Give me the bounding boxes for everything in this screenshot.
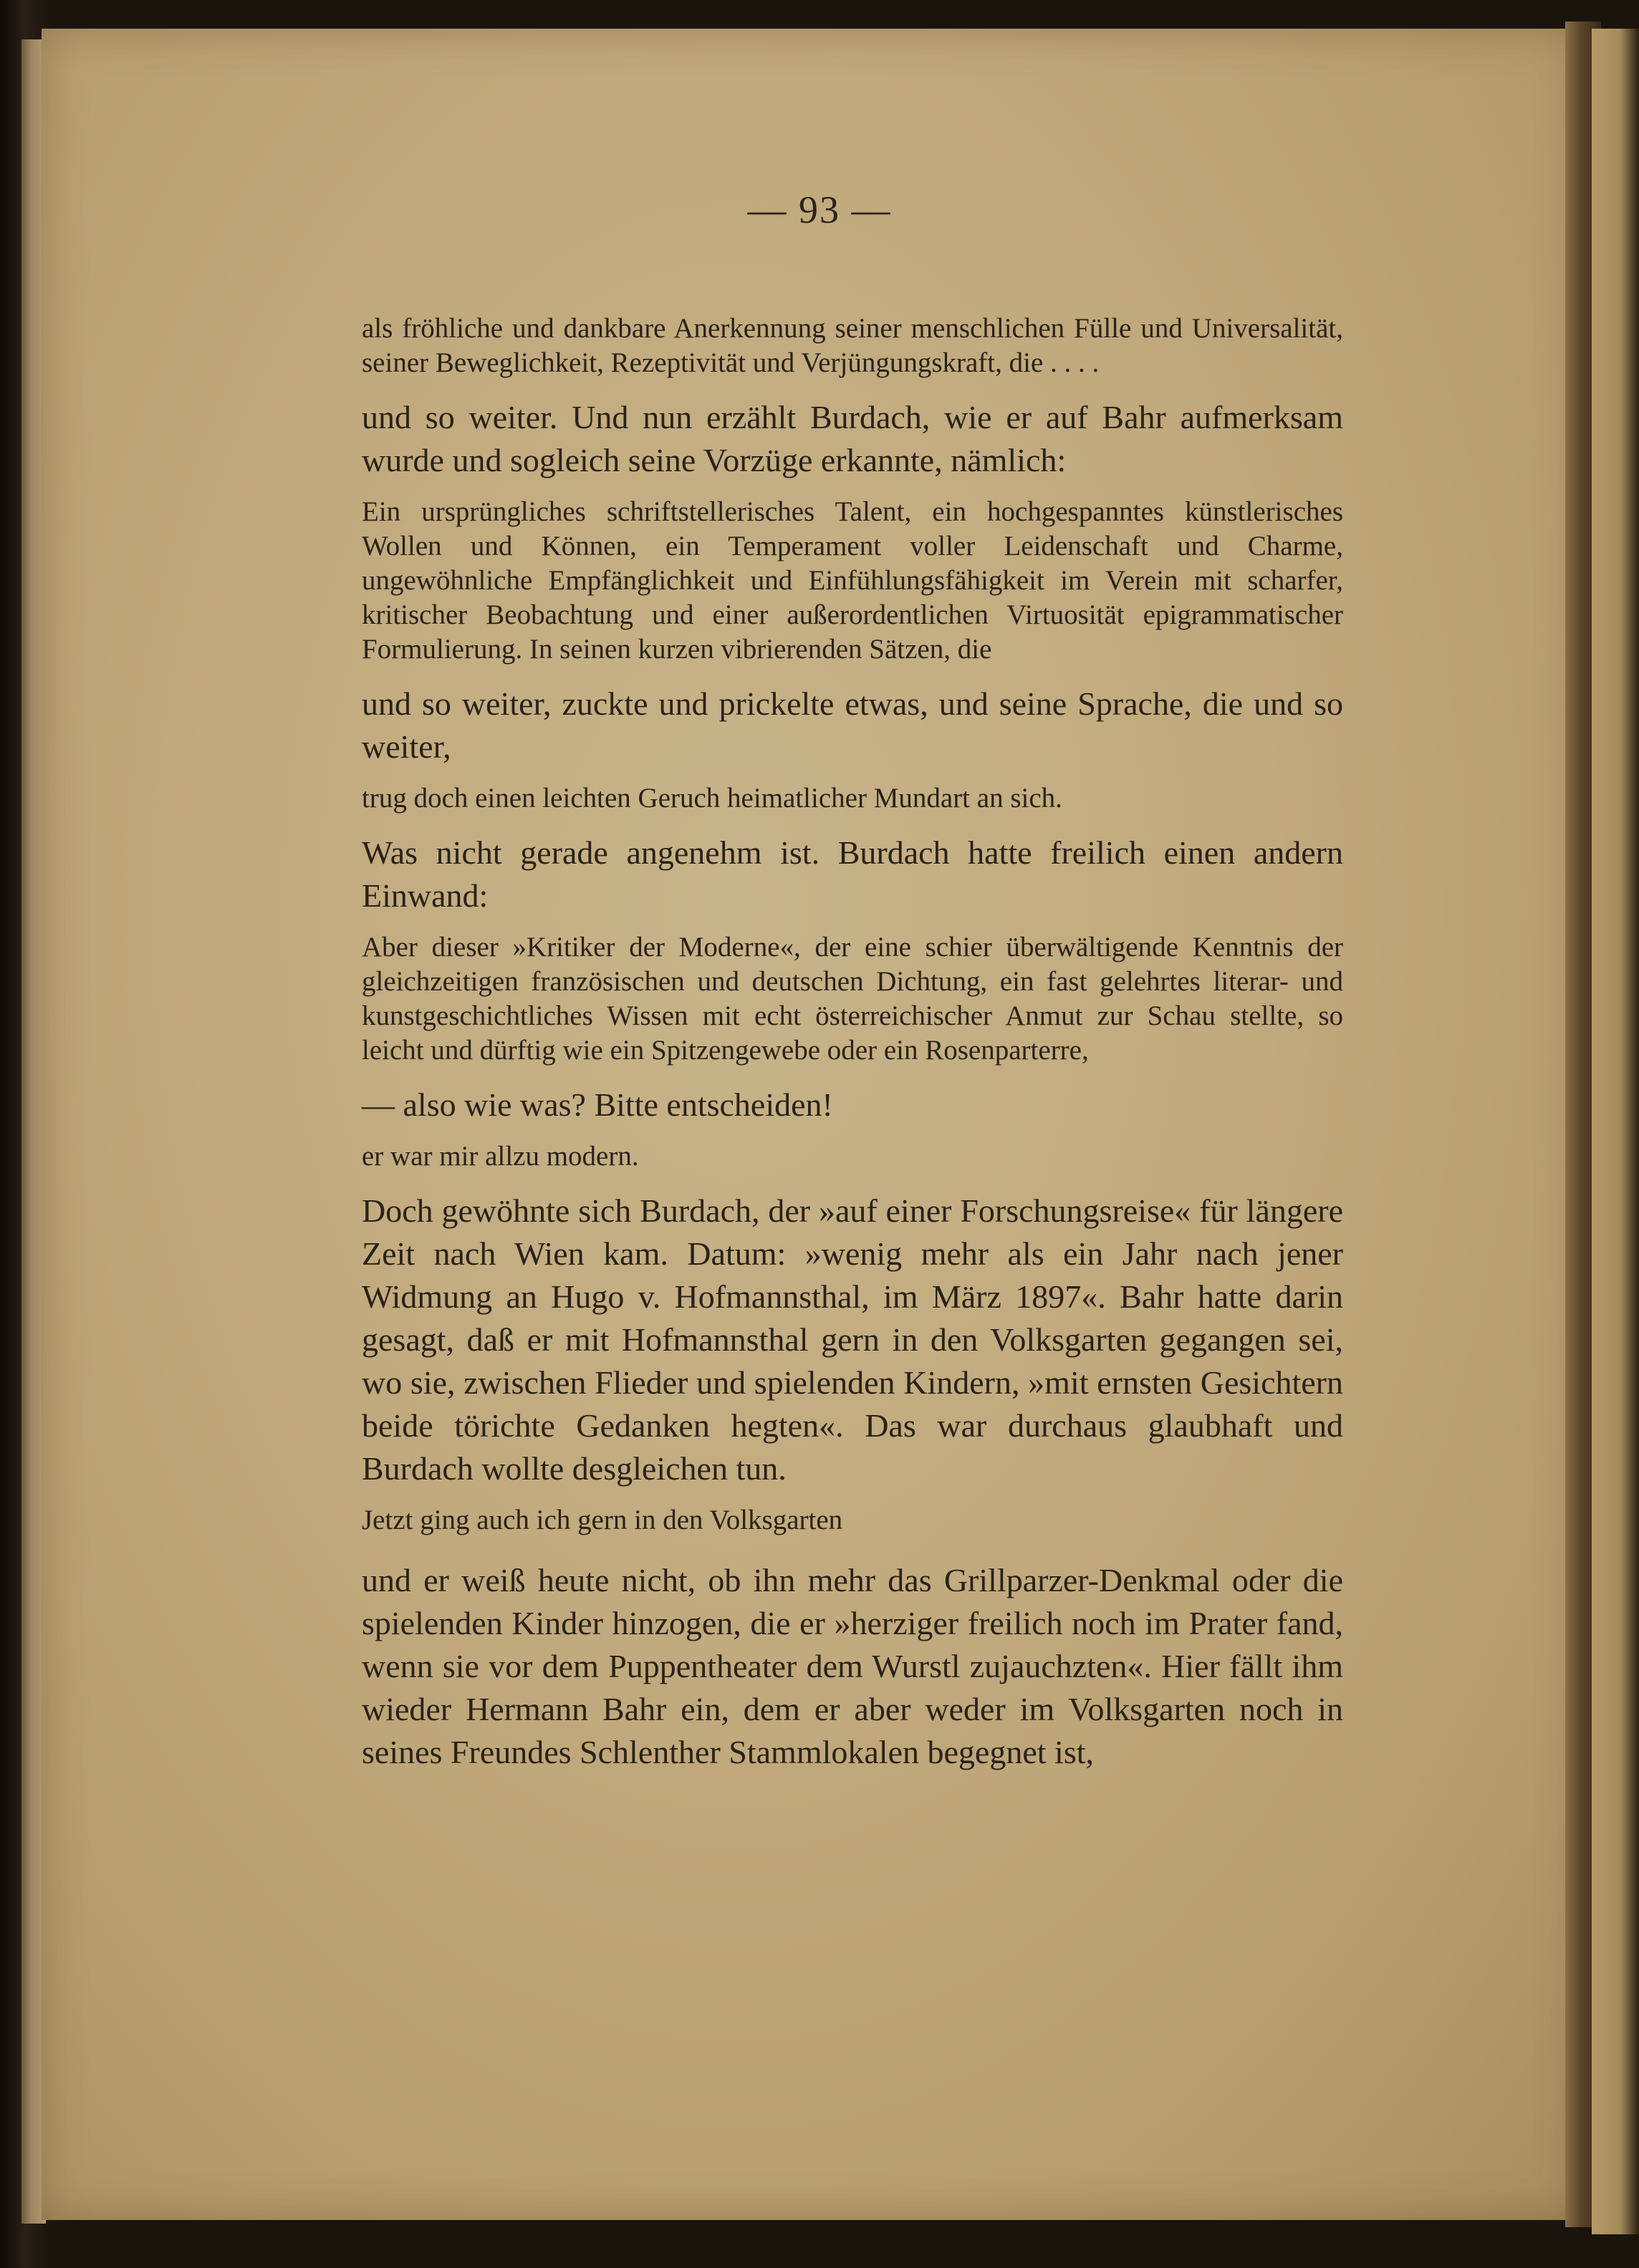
body-paragraph-5: Doch gewöhnte sich Burdach, der »auf einer Forschungsreise« für längere Zeit nach Wien kam. Datum: »wenig mehr als ein Jahr nach jener Widmung an Hugo v. Hofmannsthal, im März 1897«. Bahr hatte darin gesagt, daß er mit Hofmannsthal gern in den Volksgarten gegangen sei, wo sie, zwischen Flieder und spielenden Kindern, »mit ernsten Gesichtern beide törichte Gedanken hegten«. Das war durchaus glaubhaft und Burdach wollte desgleichen tun. (362, 1192, 1343, 1487)
quote-paragraph-2: Ein ursprüngliches schriftstellerisches Talent, ein hochgespanntes künstlerisches Wollen und Können, ein Temperament voller Leidenschaft und Charme, ungewöhnliche Empfänglichkeit und Einfühlungsfähigkeit im Verein mit scharfer, kritischer Beobachtung und einer außerordentlichen Virtuosität epigrammatischer Formulierung. In seinen kurzen vibrierenden Sätzen, die (362, 496, 1343, 665)
body-paragraph-3: Was nicht gerade angenehm ist. Burdach hatte freilich einen andern Einwand: (362, 834, 1343, 914)
page-text (362, 312, 1343, 1787)
facing-page-edge (1592, 29, 1639, 2234)
quote-paragraph-1: als fröhliche und dankbare Anerkennung seiner menschlichen Fülle und Universalität, seiner Beweglichkeit, Rezeptivität und Verjüngungskraft, die . . . . (362, 313, 1343, 378)
body-paragraph-2: und so weiter, zuckte und prickelte etwas, und seine Sprache, die und so weiter, (362, 685, 1343, 765)
body-paragraph-1: und so weiter. Und nun erzählt Burdach, wie er auf Bahr aufmerksam wurde und sogleich seine Vorzüge erkannte, nämlich: (362, 399, 1343, 478)
quote-paragraph-5: er war mir allzu modern. (362, 1141, 639, 1172)
quote-paragraph-4: Aber dieser »Kritiker der Moderne«, der eine schier überwältigende Kenntnis der gleichzeitigen französischen und deutschen Dichtung, ein fast gelehrtes literar- und kunstgeschichtliches Wissen mit echt österreichischer Anmut zur Schau stellte, so leicht und dürftig wie ein Spitzengewebe oder ein Rosenparterre, (362, 932, 1343, 1066)
quote-paragraph-3: trug doch einen leichten Geruch heimatlicher Mundart an sich. (362, 783, 1062, 814)
body-paragraph-4: — also wie was? Bitte entscheiden! (362, 1086, 833, 1123)
page-number: — 93 — (747, 188, 892, 231)
body-paragraph-6: und er weiß heute nicht, ob ihn mehr das Grillparzer-Denkmal oder die spielenden Kinder hinzogen, die er »herziger freilich noch im Prater fand, wenn sie vor dem Puppentheater dem Wurstl zujauchzten«. Hier fällt ihm wieder Hermann Bahr ein, dem er aber weder im Volksgarten noch in seines Freundes Schlenther Stammlokalen begegnet ist, (362, 1562, 1343, 1770)
quote-paragraph-6: Jetzt ging auch ich gern in den Volksgarten (362, 1505, 843, 1535)
